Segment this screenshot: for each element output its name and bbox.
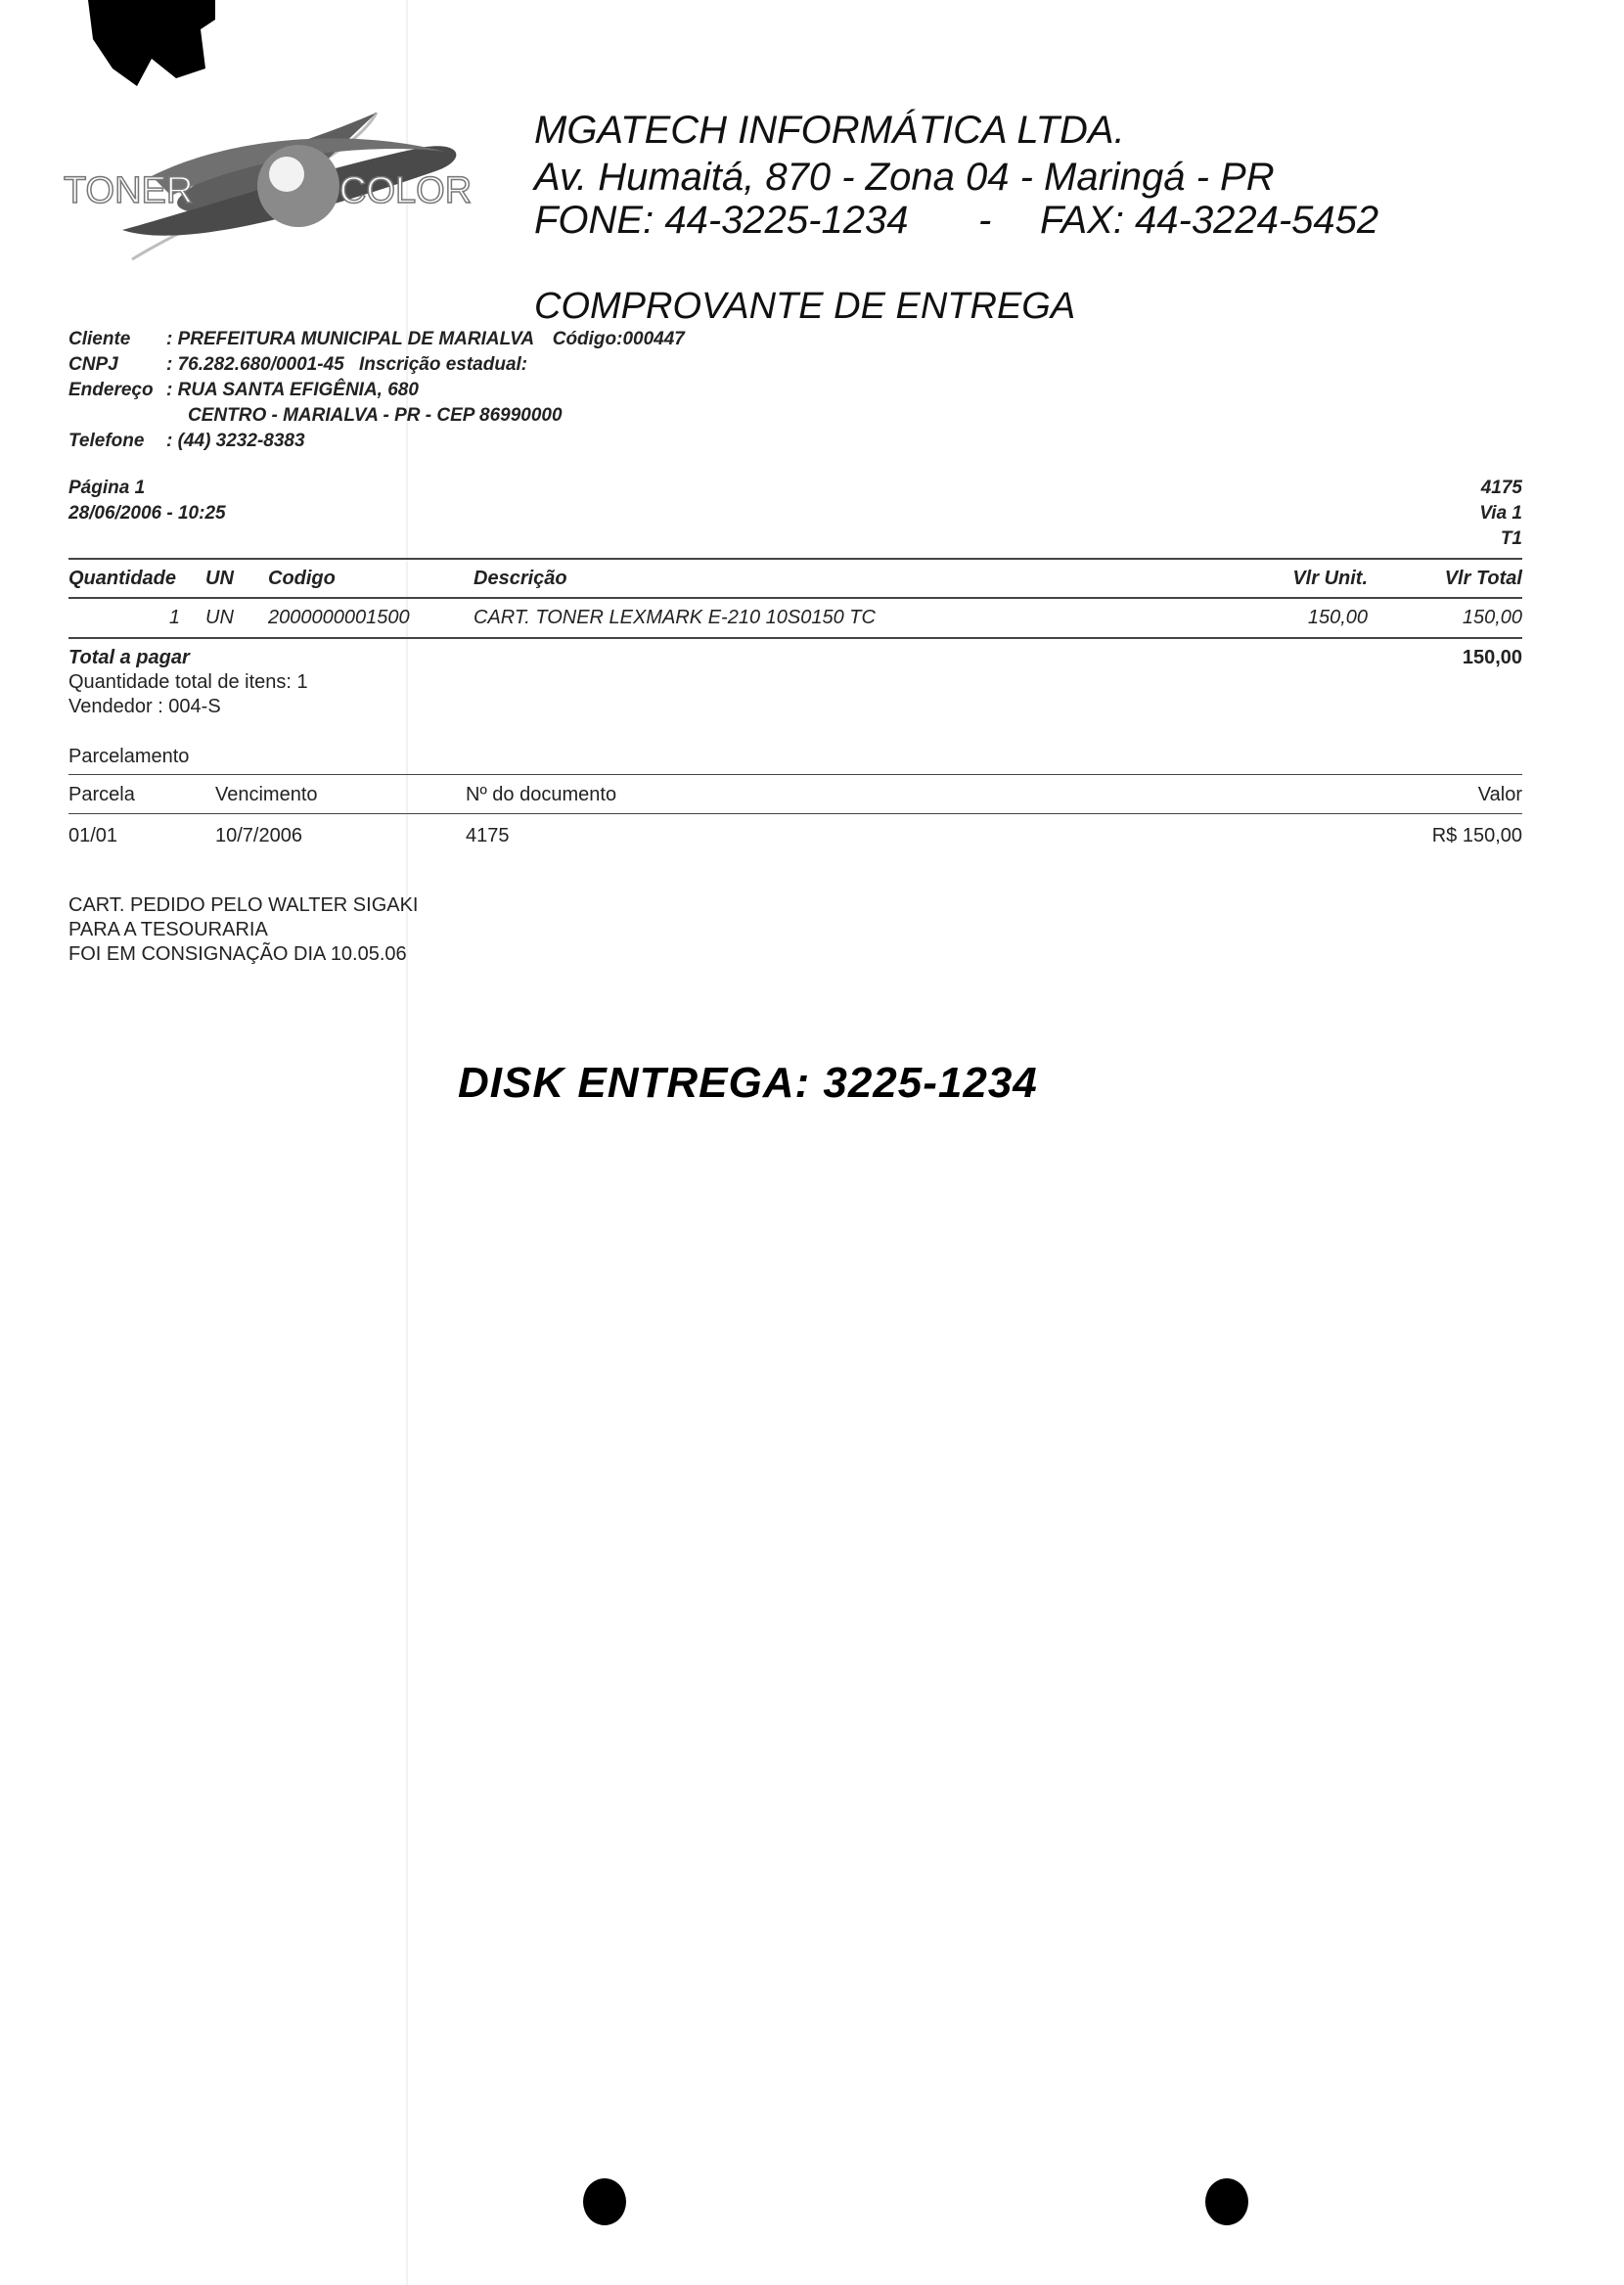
th-descricao: Descrição [474,568,567,589]
total-value: 150,00 [1462,647,1522,668]
cliente-label: Cliente [68,329,131,349]
row-un: UN [205,607,234,628]
documento-value: 4175 [466,825,510,846]
total-label: Total a pagar [68,647,190,668]
vendedor: Vendedor : 004-S [68,696,221,717]
vencimento-value: 10/7/2006 [215,825,302,846]
cnpj-label: CNPJ [68,354,118,375]
cnpj-row [68,354,527,376]
endereco-value: : RUA SANTA EFIGÊNIA, 680 [166,380,419,400]
parcela-value: 01/01 [68,825,118,846]
company-fax: FAX: 44-3224-5452 [1040,199,1379,242]
th-vlr-unit: Vlr Unit. [1292,568,1368,589]
row-vlr-total: 150,00 [1462,607,1522,628]
via: Via 1 [1479,503,1522,524]
telefone-row [68,431,305,452]
datetime: 28/06/2006 - 10:25 [68,503,226,524]
company-separator: - [978,199,992,242]
th-codigo: Codigo [268,568,336,589]
punch-hole-left [583,2178,626,2225]
items-top-rule [68,558,1522,560]
row-quantidade: 1 [168,607,180,628]
telefone-value: : (44) 3232-8383 [166,431,305,451]
client-row [68,329,685,350]
row-descricao: CART. TONER LEXMARK E-210 10S0150 TC [474,607,876,628]
document-number: 4175 [1480,478,1522,498]
cliente-value: : PREFEITURA MUNICIPAL DE MARIALVA [166,329,534,349]
endereco-line2: CENTRO - MARIALVA - PR - CEP 86990000 [188,405,563,426]
company-address: Av. Humaitá, 870 - Zona 04 - Maringá - PR [534,156,1275,199]
note-line-1: CART. PEDIDO PELO WALTER SIGAKI [68,894,419,916]
th-valor: Valor [1477,784,1522,805]
disk-entrega-banner: DISK ENTREGA: 3225-1234 [458,1059,1038,1107]
company-name: MGATECH INFORMÁTICA LTDA. [534,109,1125,152]
row-vlr-unit: 150,00 [1307,607,1368,628]
inscricao-estadual: Inscrição estadual: [359,354,528,375]
logo-text-toner: TONER [64,170,194,211]
cliente-codigo: Código:000447 [552,329,685,349]
note-line-3: FOI EM CONSIGNAÇÃO DIA 10.05.06 [68,943,407,965]
parcelamento-title: Parcelamento [68,746,190,767]
endereco-row [68,380,419,401]
telefone-label: Telefone [68,431,145,451]
logo-text-color: COLOR [339,170,473,211]
th-vlr-total: Vlr Total [1444,568,1522,589]
punch-hole-right [1205,2178,1248,2225]
company-phone: FONE: 44-3225-1234 [534,199,909,242]
toner-color-logo [54,59,543,303]
parcelamento-header-rule [68,813,1522,814]
items-bottom-rule [68,637,1522,639]
th-quantidade: Quantidade [68,568,177,589]
parcelamento-top-rule [68,774,1522,775]
th-un: UN [205,568,234,589]
endereco-label: Endereço [68,380,154,400]
pagina: Página 1 [68,478,146,498]
t-code: T1 [1500,528,1522,549]
items-header-rule [68,597,1522,599]
th-parcela: Parcela [68,784,135,805]
note-line-2: PARA A TESOURARIA [68,919,268,940]
cnpj-value: : 76.282.680/0001-45 [166,354,344,375]
th-documento: Nº do documento [466,784,617,805]
document-title: COMPROVANTE DE ENTREGA [534,286,1076,327]
quantidade-total: Quantidade total de itens: 1 [68,671,308,693]
valor-value: R$ 150,00 [1431,825,1522,846]
row-codigo: 2000000001500 [268,607,410,628]
th-vencimento: Vencimento [215,784,318,805]
